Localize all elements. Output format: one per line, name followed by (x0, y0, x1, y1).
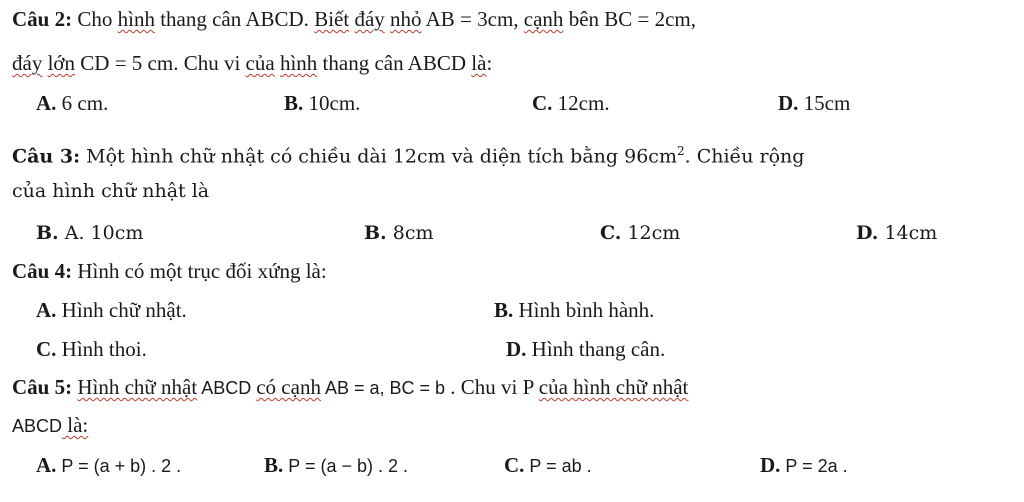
text-segment: đáy (12, 51, 43, 75)
question-2-option-c[interactable]: C. 12cm. (532, 91, 610, 115)
text-segment: AB = 3cm, (421, 7, 524, 31)
text-segment: của hình chữ nhật (538, 375, 689, 399)
question-2-option-b[interactable]: B. 10cm. (284, 91, 361, 115)
question-4-label: Câu 4: (12, 259, 73, 283)
text-segment: thang cân ABCD (317, 51, 472, 75)
text-segment: thang cân ABCD. (154, 7, 315, 31)
text-segment: hình (117, 7, 155, 31)
text-segment: cạnh (523, 7, 564, 31)
question-2-option-d[interactable]: D. 15cm (778, 91, 851, 115)
question-2-text-2 (12, 51, 492, 75)
question-4-option-b[interactable]: B. Hình bình hành. (494, 298, 655, 322)
text-segment: lớn (47, 51, 76, 75)
text-segment: nhỏ (390, 7, 422, 31)
question-3-option-c[interactable]: C. 12cm (600, 222, 681, 244)
question-5-label: Câu 5: (12, 375, 73, 399)
text-segment: : (486, 51, 493, 75)
question-5-line-2: ABCD là: (12, 413, 89, 437)
text-segment: ABCD (197, 378, 257, 398)
question-2-line-2 (12, 50, 492, 76)
question-5-option-d[interactable]: D. P = 2a . (760, 453, 848, 477)
text-segment: . Chu vi P (445, 375, 539, 399)
question-3-line-2: của hình chữ nhật là (12, 180, 210, 202)
question-3-option-b[interactable]: B. 8cm (364, 222, 434, 244)
question-5-option-b[interactable]: B. P = (a − b) . 2 . (264, 453, 408, 477)
text-segment: đáy (354, 7, 385, 31)
question-4-option-a[interactable]: A. Hình chữ nhật. (36, 298, 187, 322)
question-5-text-1 (72, 375, 688, 399)
question-5-line-1 (12, 374, 688, 401)
question-4-line: Câu 4: Hình có một trục đối xứng là: (12, 259, 327, 283)
text-segment: có cạnh (256, 375, 321, 399)
text-segment: bên BC = 2cm, (563, 7, 697, 31)
text-segment: CD = 5 cm. Chu vi (75, 51, 246, 75)
question-4-option-d[interactable]: D. Hình thang cân. (506, 337, 666, 361)
question-3-label: Câu 3: (12, 145, 81, 168)
text-segment: AB = a, BC = b (320, 378, 446, 398)
question-3-line-1: Câu 3: Một hình chữ nhật có chiều dài 12cm và diện tích bằng $96cm^2$. Chiều rộng (12, 144, 805, 168)
question-4-option-c[interactable]: C. Hình thoi. (36, 337, 147, 361)
text-segment: Cho (72, 7, 118, 31)
text-segment: hình (279, 51, 318, 75)
question-2-text-1 (72, 7, 696, 31)
text-segment: của (245, 51, 275, 75)
question-3-option-d[interactable]: D. 14cm (856, 222, 938, 244)
question-3-option-a[interactable]: B. A. 10cm (36, 222, 144, 244)
area-value: 96cm (624, 145, 677, 168)
question-2-label: Câu 2: (12, 7, 73, 31)
question-2-option-a[interactable]: A. 6 cm. (36, 91, 109, 115)
question-2-line-1 (12, 6, 696, 32)
text-segment: Biết (314, 7, 350, 31)
text-segment: là (471, 51, 487, 75)
text-segment: Hình chữ nhật (77, 375, 198, 399)
question-5-option-c[interactable]: C. P = ab . (504, 453, 592, 477)
question-5-option-a[interactable]: A. P = (a + b) . 2 . (36, 453, 182, 477)
question-5-rect-name: ABCD (12, 416, 63, 436)
